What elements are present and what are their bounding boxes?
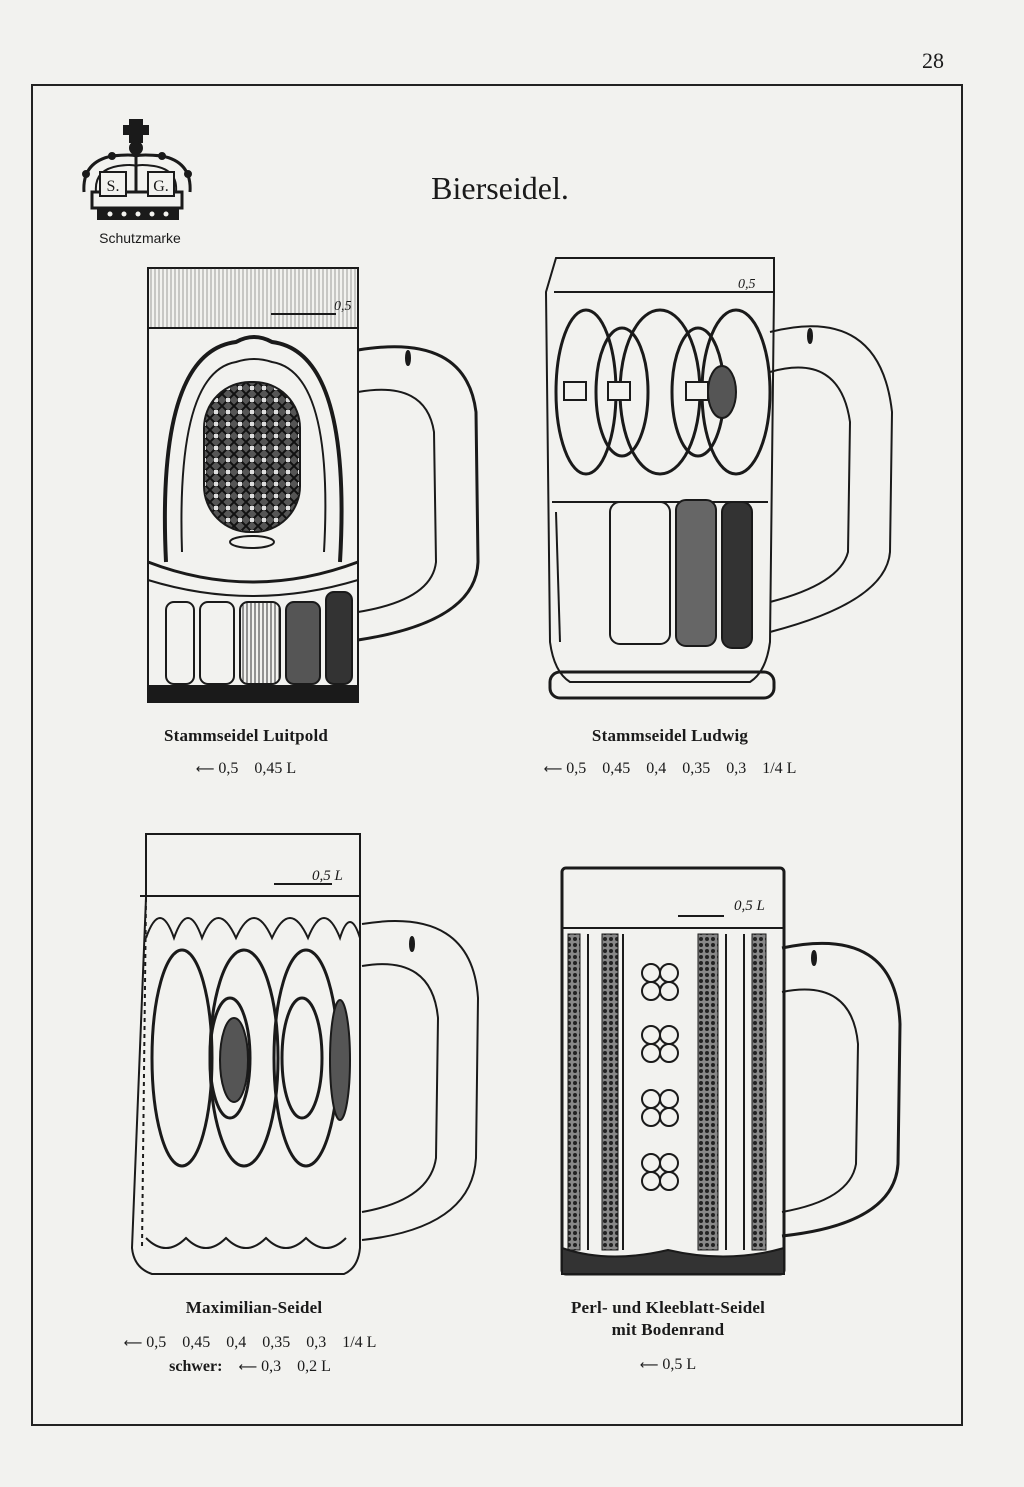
size-value: 0,5 L: [662, 1356, 697, 1373]
size-arrow-icon: ⟵: [639, 1358, 659, 1373]
mug-ludwig-illustration: [540, 252, 900, 702]
heavy-label: schwer:: [169, 1358, 223, 1375]
size-value: 0,5: [218, 760, 239, 777]
size-value: 0,3: [726, 760, 747, 777]
product-sizes-luitpold: [126, 760, 366, 778]
mug-ludwig-mark: 0,5: [738, 277, 756, 292]
mug-perl-kleeblatt-illustration: [548, 864, 904, 1280]
mug-maximilian-illustration: [126, 828, 486, 1280]
size-value: 0,3: [261, 1358, 282, 1375]
mug-maximilian-mark: 0,5 L: [312, 868, 343, 884]
product-sizes-ludwig: [505, 760, 835, 778]
product-name-perl-kleeblatt: Perl- und Kleeblatt-Seidel: [570, 1298, 766, 1317]
page-number: 28: [922, 48, 944, 73]
logo-letter-s: S.: [106, 178, 120, 195]
size-value: 0,5: [146, 1334, 167, 1351]
size-value: 1/4 L: [342, 1334, 377, 1351]
size-arrow-icon: ⟵: [238, 1360, 258, 1375]
product-sizes-maximilian: [80, 1334, 420, 1352]
size-value: 0,45: [182, 1334, 211, 1351]
page-title: Bierseidel.: [431, 170, 569, 206]
product-name-luitpold: Stammseidel Luitpold: [163, 726, 329, 745]
size-arrow-icon: ⟵: [543, 762, 563, 777]
mug-perl-kleeblatt-mark: 0,5 L: [734, 898, 765, 914]
mug-luitpold-mark: 0,5: [334, 299, 352, 314]
size-value: 0,4: [226, 1334, 247, 1351]
size-value: 1/4 L: [762, 760, 797, 777]
product-name-ludwig: Stammseidel Ludwig: [591, 726, 749, 745]
logo-letter-g: G.: [153, 178, 169, 195]
size-value: 0,4: [646, 760, 667, 777]
size-value: 0,35: [262, 1334, 291, 1351]
size-arrow-icon: ⟵: [195, 762, 215, 777]
product-sizes-perl-kleeblatt: [530, 1356, 806, 1374]
size-value: 0,35: [682, 760, 711, 777]
size-value: 0,3: [306, 1334, 327, 1351]
product-heavy-sizes-maximilian: [80, 1358, 420, 1376]
product-name-perl-kleeblatt-line2: mit Bodenrand: [611, 1320, 725, 1339]
mug-luitpold-illustration: [126, 262, 496, 712]
size-arrow-icon: ⟵: [123, 1336, 143, 1351]
product-name-maximilian: Maximilian-Seidel: [185, 1298, 323, 1317]
trademark-caption: Schutzmarke: [99, 230, 181, 246]
size-value: 0,5: [566, 760, 587, 777]
size-value: 0,45 L: [254, 760, 297, 777]
size-value: 0,2 L: [297, 1358, 331, 1375]
size-value: 0,45: [602, 760, 631, 777]
